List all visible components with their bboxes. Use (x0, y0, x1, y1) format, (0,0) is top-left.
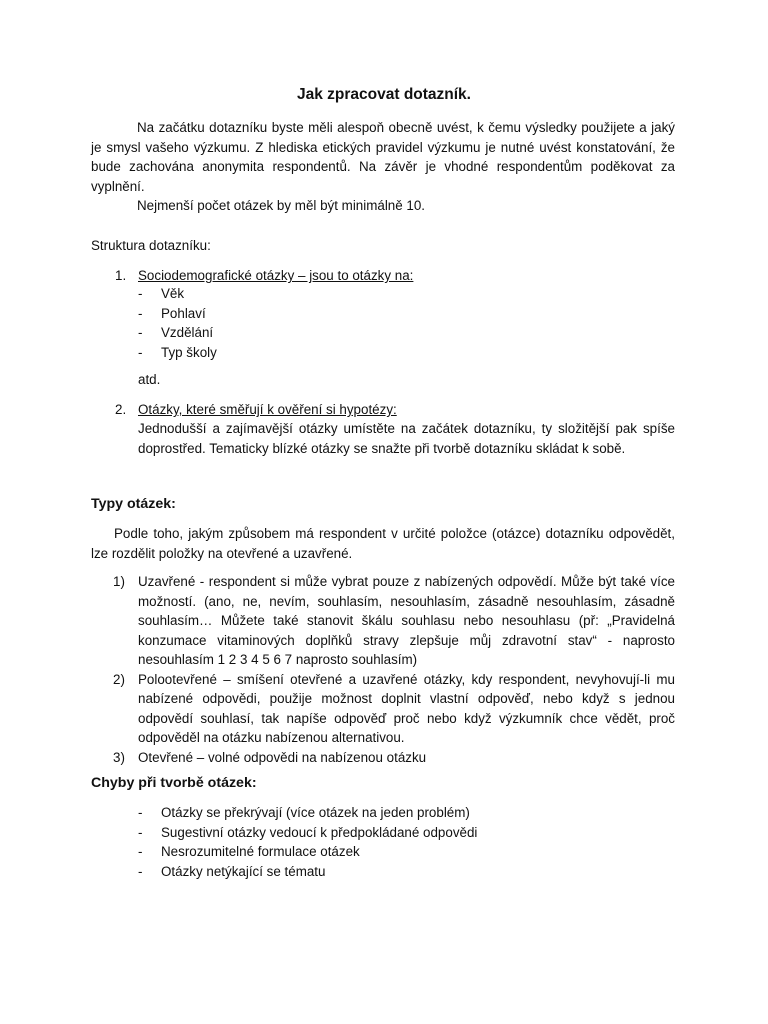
sociodemographic-list (138, 284, 678, 362)
list-item: 1) Uzavřené - respondent si může vybrat pouze z nabízených odpovědí. Může být také více možností. (ano, ne, nevím, souhlasím, nesouhlasím, zásadně nesouhlasím, zásadně souhlasím… Můžete také stanovit škálu souhlasu nebo nesouhlasu (př: „Pravidelná konzumace vitaminových doplňků stravy zlepšuje můj zdravotní stav“ - naprosto nesouhlasím 1 2 3 4 5 6 7 naprosto souhlasím) (113, 574, 675, 667)
errors-list (138, 803, 678, 881)
list-item: 2) Polootevřené – smíšení otevřené a uzavřené otázky, kdy respondent, nevyhovují-li mu nabízené odpovědi, použije možnost doplnit vlastní odpověď, nebo když s jednou odpovědí souhlasí, tak napíše odpověď proč nebo když výzkumník chce vědět, proč odpověděl na otázku nabízenou alternativou. (113, 671, 675, 745)
item-number: 2. (115, 402, 127, 417)
intro-section (91, 118, 675, 216)
question-types-list (91, 572, 675, 767)
item-title: Otázky, které směřují k ověření si hypotézy: (138, 402, 397, 417)
list-item: - Pohlaví (138, 305, 206, 321)
list-item: - Věk (138, 286, 185, 301)
types-heading: Typy otázek: (91, 496, 176, 512)
etc-text: atd. (138, 372, 161, 387)
errors-heading: Chyby při tvorbě otázek: (91, 775, 257, 791)
list-item: - Sugestivní otázky vedoucí k předpokládané odpovědi (138, 824, 478, 840)
item-number: 1. (115, 268, 127, 283)
list-item: - Nesrozumitelné formulace otázek (138, 844, 360, 859)
item-description: Jednodušší a zajímavější otázky umístěte na začátek dotazníku, ty složitější pak spíše doprostřed. Tematicky blízké otázky se snažte při tvorbě dotazníku skládat k sobě. (138, 421, 675, 456)
list-item: - Otázky netýkající se tématu (138, 863, 326, 879)
list-item: - Vzdělání (138, 325, 214, 340)
list-item: - Otázky se překrývají (více otázek na jeden problém) (138, 805, 470, 820)
list-item: 3) Otevřené – volné odpovědi na nabízenou otázku (113, 749, 427, 765)
list-item: - Typ školy (138, 344, 217, 360)
types-paragraph: Podle toho, jakým způsobem má respondent v určité položce (otázce) dotazníku odpovědět, lze rozdělit položky na otevřené a uzavřené. (91, 526, 675, 561)
intro-min-questions: Nejmenší počet otázek by měl být minimálně 10. (137, 198, 426, 213)
structure-label: Struktura dotazníku: (91, 238, 211, 253)
item-title: Sociodemografické otázky – jsou to otázky na: (138, 268, 414, 283)
document-title: Jak zpracovat dotazník. (296, 86, 471, 103)
intro-paragraph: Na začátku dotazníku byste měli alespoň obecně uvést, k čemu výsledky použijete a jaký je smysl vašeho výzkumu. Z hlediska etických pravidel výzkumu je nutné uvést konstatování, že bude zachována anonymita respondentů. Na závěr je vhodné respondentům poděkovat za vyplnění. (91, 120, 675, 194)
